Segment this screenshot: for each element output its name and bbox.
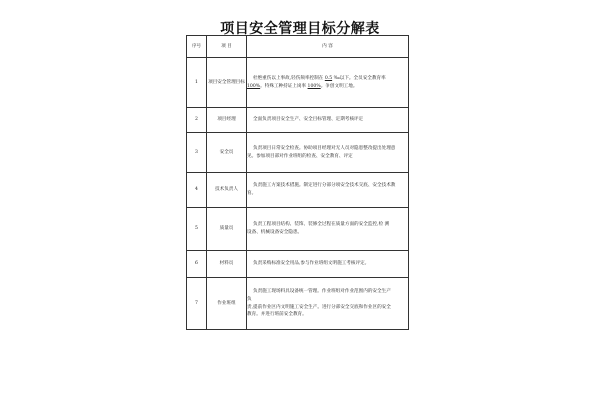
underlined-value: 100% xyxy=(307,83,321,89)
underlined-value: 0.5 xyxy=(324,75,333,81)
content-text: 杜绝重伤以上事故,轻伤频率控制在 xyxy=(252,75,325,81)
content-line: 负 xyxy=(247,296,252,302)
table-row xyxy=(187,108,409,133)
content-text: 。争创文明工地。 xyxy=(320,83,358,89)
row-number: 1 xyxy=(187,58,207,108)
content-line: 教育。并进行班前安全教育。 xyxy=(247,312,307,318)
row-role: 技术负责人 xyxy=(207,173,247,208)
table-row xyxy=(187,251,409,278)
header-content: 内 容 xyxy=(247,36,409,58)
content-text: 。特殊工种持证上岗率 xyxy=(260,83,308,89)
content-line: 全面负责项目安全生产、安全目标管理、定期考核评定 xyxy=(252,117,364,123)
row-number: 5 xyxy=(187,208,207,251)
table-row xyxy=(187,208,409,251)
row-role: 质量员 xyxy=(207,208,247,251)
row-role: 作业班组 xyxy=(207,278,247,330)
table-body xyxy=(187,58,409,330)
row-number: 2 xyxy=(187,108,207,133)
row-content xyxy=(247,278,409,330)
document-title: 项目安全管理目标分解表 xyxy=(220,21,380,37)
content-line: 负责项目日常安全检查。协助项目经理对无人员对隐患整改提出处理意 xyxy=(252,145,396,151)
row-content xyxy=(247,133,409,173)
row-content xyxy=(247,108,409,133)
row-number: 4 xyxy=(187,173,207,208)
row-number: 6 xyxy=(187,251,207,278)
content-line xyxy=(247,83,408,91)
content-line xyxy=(247,75,408,83)
safety-target-table xyxy=(186,35,409,330)
table-row xyxy=(187,58,409,108)
content-text: ‰以下。全员安全教育率 xyxy=(332,75,386,81)
row-role: 项目经理 xyxy=(207,108,247,133)
row-number: 3 xyxy=(187,133,207,173)
content-line: 设备、机械设备安全隐患。 xyxy=(247,230,303,235)
header-item: 项 目 xyxy=(207,36,247,58)
content-line: 责,提前作业区内文明施工安全生产。进行分部安全交底和作业区的安全 xyxy=(247,304,391,310)
content-line: 负责施工现场料具设备统一管理。作业班组对作业范围内的安全生产 xyxy=(252,288,391,294)
table-header-row xyxy=(187,36,409,58)
content-line: 育。 xyxy=(247,191,257,196)
table-row xyxy=(187,173,409,208)
row-content xyxy=(247,58,409,108)
row-content xyxy=(247,208,409,251)
row-role: 材料员 xyxy=(207,251,247,278)
row-content xyxy=(247,251,409,278)
row-role: 项目安全管理目标 xyxy=(207,58,247,108)
underlined-value: 100% xyxy=(247,83,261,89)
table-row xyxy=(187,133,409,173)
content-line: 负责施工方案技术措施。制定进行分部分项安全技术交底、安全技术教 xyxy=(252,183,396,189)
content-line: 见。参加项目部对作业班组的检查、安全教育、评定 xyxy=(247,153,353,159)
table-row xyxy=(187,278,409,330)
row-role: 安全员 xyxy=(207,133,247,173)
header-no: 序号 xyxy=(187,36,207,58)
content-line: 负责工程项目结构、装饰、装修全过程在质量方面的安全监控,检 测 xyxy=(252,222,390,228)
row-content xyxy=(247,173,409,208)
row-number: 7 xyxy=(187,278,207,330)
content-line: 负责采购标准安全用品,参与作业班组文明施工考核评定。 xyxy=(252,261,370,267)
